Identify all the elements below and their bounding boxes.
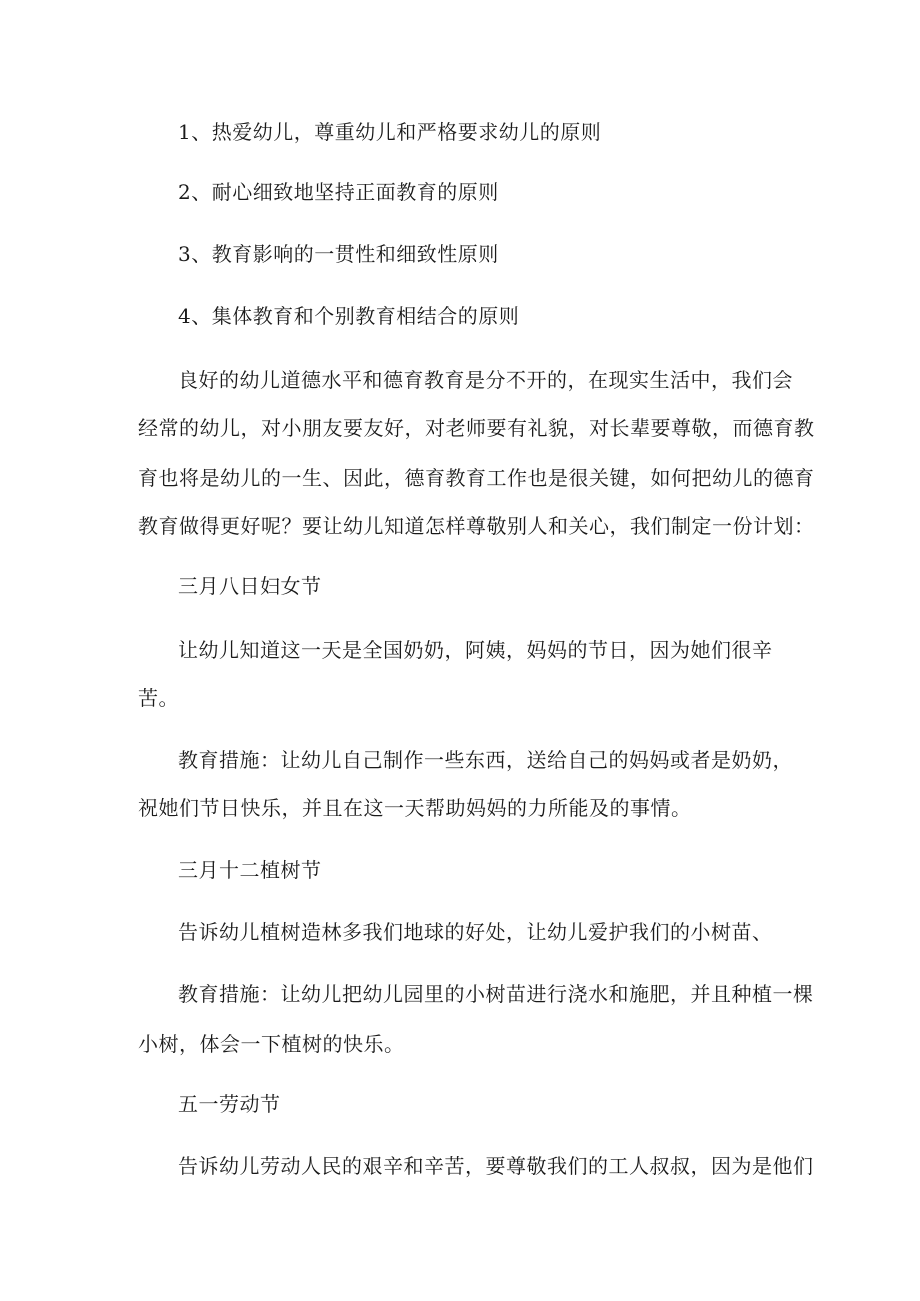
principle-item-4: 4、集体教育和个别教育相结合的原则	[178, 304, 520, 328]
intro-paragraph-line-2: 经常的幼儿，对小朋友要友好，对老师要有礼貌，对长辈要尊敬，而德育教	[138, 416, 815, 440]
womens-day-heading: 三月八日妇女节	[178, 574, 322, 598]
principle-item-1: 1、热爱幼儿，尊重幼儿和严格要求幼儿的原则	[178, 120, 602, 144]
intro-paragraph-line-3: 育也将是幼儿的一生、因此，德育教育工作也是很关键，如何把幼儿的德育	[138, 466, 815, 490]
principle-item-2: 2、耐心细致地坚持正面教育的原则	[178, 180, 499, 204]
arbor-day-measure-line-1: 教育措施：让幼儿把幼儿园里的小树苗进行浇水和施肥，并且种植一棵	[178, 982, 814, 1006]
womens-day-desc-line-1: 让幼儿知道这一天是全国奶奶，阿姨，妈妈的节日，因为她们很辛	[178, 638, 773, 662]
womens-day-measure-line-2: 祝她们节日快乐，并且在这一天帮助妈妈的力所能及的事情。	[138, 796, 692, 820]
arbor-day-measure-line-2: 小树，体会一下植树的快乐。	[138, 1032, 405, 1056]
principle-item-3: 3、教育影响的一贯性和细致性原则	[178, 242, 499, 266]
intro-paragraph-line-1: 良好的幼儿道德水平和德育教育是分不开的，在现实生活中，我们会	[178, 368, 793, 392]
arbor-day-desc: 告诉幼儿植树造林多我们地球的好处，让幼儿爱护我们的小树苗、	[178, 920, 773, 944]
labor-day-desc: 告诉幼儿劳动人民的艰辛和辛苦，要尊敬我们的工人叔叔，因为是他们	[178, 1154, 814, 1178]
intro-paragraph-line-4: 教育做得更好呢？要让幼儿知道怎样尊敬别人和关心，我们制定一份计划：	[138, 514, 815, 538]
labor-day-heading: 五一劳动节	[178, 1092, 281, 1116]
womens-day-measure-line-1: 教育措施：让幼儿自己制作一些东西，送给自己的妈妈或者是奶奶，	[178, 748, 793, 772]
arbor-day-heading: 三月十二植树节	[178, 858, 322, 882]
womens-day-desc-line-2: 苦。	[138, 686, 179, 710]
